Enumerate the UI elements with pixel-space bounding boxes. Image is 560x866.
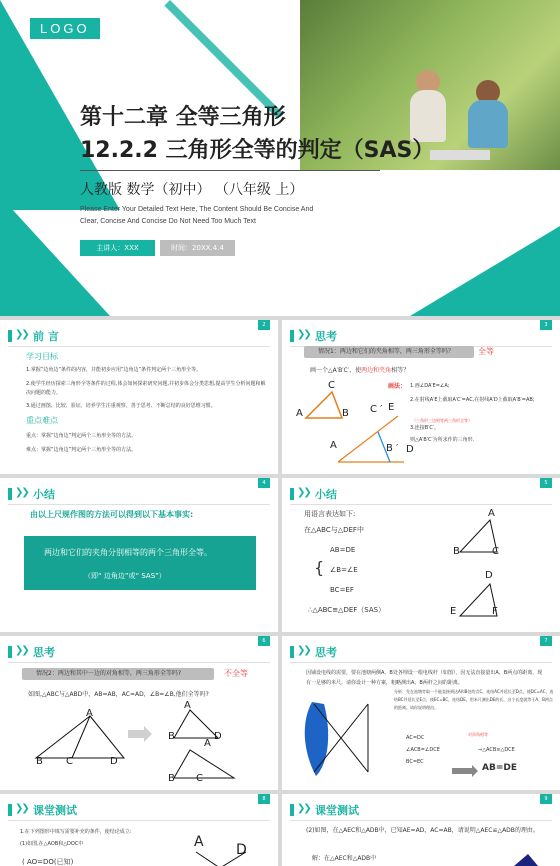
cond-2: ∠B=∠E bbox=[330, 566, 358, 574]
key-1: 重点：掌握”边角边”判定两个三角形全等的方法。 bbox=[26, 433, 137, 439]
chevron-icon: ❯❯ bbox=[297, 803, 310, 814]
point-a-prime: A bbox=[330, 440, 337, 451]
result-congruent: ⇒△ACB≌△DCE bbox=[478, 747, 515, 753]
step-2: 2.在射线A′E上截取A′C′=AC,在射线A′D上截取A′B′=AB; bbox=[410, 397, 535, 403]
header-line bbox=[8, 662, 270, 663]
slide-preface[interactable] bbox=[0, 320, 278, 474]
header-line bbox=[290, 662, 552, 663]
header-bar bbox=[8, 646, 12, 658]
pond-figure bbox=[298, 694, 378, 784]
quiz-lines bbox=[196, 852, 246, 866]
point-d: D bbox=[406, 444, 414, 455]
quiz-figure bbox=[504, 850, 544, 866]
point-e: E bbox=[388, 402, 395, 413]
quiz-figure bbox=[190, 850, 260, 866]
section-title: 12.2.2 三角形全等的判定（SAS） bbox=[80, 138, 435, 163]
goal-3: 3.通过画图、比较、验证，培养学生注重观察、善于思考、不断总结的良好思维习惯。 bbox=[26, 403, 216, 409]
header-bar bbox=[290, 488, 294, 500]
question-band: 情况2：两边和其中一边的对角相等，两三角形全等吗? bbox=[22, 668, 214, 680]
edition-text: 人教版 数学（初中） （八年级 上） bbox=[80, 182, 304, 198]
speaker-badge: 主讲人：XXX bbox=[80, 240, 155, 256]
goal-heading: 学习目标 bbox=[26, 352, 58, 361]
slide-think-3[interactable] bbox=[282, 636, 560, 790]
arrow-right-icon bbox=[144, 726, 152, 742]
triangle-abd bbox=[36, 716, 124, 758]
header-line bbox=[290, 820, 552, 821]
summary-sas: （即“ 边角边”或“ SAS”） bbox=[84, 572, 166, 580]
quiz-line-2: (1)如图,在△AOB和△DOC中 bbox=[20, 841, 84, 847]
header-bar bbox=[8, 488, 12, 500]
brace: { bbox=[314, 558, 325, 577]
point-c: C bbox=[328, 380, 335, 391]
answer-not-congruent: 不全等 bbox=[224, 669, 248, 678]
cond-2: ∠ACB=∠DCE bbox=[406, 747, 440, 753]
slide-quiz-2[interactable] bbox=[282, 794, 560, 866]
chevron-icon: ❯❯ bbox=[297, 487, 310, 498]
chevron-icon: ❯❯ bbox=[15, 803, 28, 814]
result-ab-de: AB=DE bbox=[482, 763, 517, 773]
chevron-icon: ❯❯ bbox=[15, 487, 28, 498]
goal-2: 2.使学生经历探索三角形全等条件的过程,体会如何探索研究问题,并初步体会分类思想,提高学生分析问题和解决问题的能力。 bbox=[26, 381, 266, 396]
construction-figure bbox=[292, 378, 422, 474]
step-3: 3.连接B′C′。 bbox=[410, 425, 439, 431]
point-b-right-top: B bbox=[168, 731, 175, 742]
point-a: A bbox=[194, 834, 204, 850]
point-d: D bbox=[236, 842, 247, 858]
chapter-title: 第十二章 全等三角形 bbox=[80, 105, 286, 130]
problem-text: 因铺设电线的需要，要在池塘两侧A、B处各埋设一根电线杆（如图），因无法直接量出A、B两点的距离，现有一足够的米尺。请你设计一种方案，粗略测出A、B两杆之间的距离。 bbox=[306, 670, 543, 686]
analysis-text: 分析：先在池塘旁取一个能直接到达A和B处的点C，连结AC并延长至D点，使DC=AC，连结BC并延长至E点，使EC=BC，连结DE，用米尺测出DE的长，这个长度就等于A、B两点的距离。请你说明理由。 bbox=[394, 689, 554, 710]
quiz-shape bbox=[514, 854, 538, 866]
arrow-right-icon bbox=[472, 765, 478, 777]
cond-3: BC=EC bbox=[406, 759, 424, 765]
question-band: 情况1：两边和它们的夹角相等，两三角形全等吗？ bbox=[304, 346, 474, 358]
quiz-line-1: 1.在下列图形中填写需要补充的条件，使结论成立: bbox=[20, 829, 132, 835]
summary-box bbox=[24, 536, 256, 590]
answer-congruent: 全等 bbox=[478, 347, 494, 356]
arrow-shaft bbox=[128, 730, 144, 738]
slide-title: 课堂测试 bbox=[33, 804, 77, 817]
express-line: 用语言表达如下: bbox=[304, 510, 356, 518]
summary-intro: 由以上尺规作图的方法可以得到以下基本事实: bbox=[30, 510, 194, 519]
header-bar bbox=[290, 804, 294, 816]
cond-1: AB=DE bbox=[330, 546, 356, 554]
point-d: D bbox=[110, 756, 118, 767]
point-e: E bbox=[450, 606, 457, 617]
chevron-icon: ❯❯ bbox=[297, 329, 310, 340]
page-number: 4 bbox=[258, 478, 270, 488]
quiz-question: (2)如图，在△AEC和△ADB中，已知AE=AD，AC=AB，请说明△AEC≌△ADB的理由。 bbox=[306, 827, 539, 834]
in-triangles: 在△ABC与△DEF中 bbox=[304, 526, 364, 534]
page-number: 8 bbox=[258, 794, 270, 804]
header-bar bbox=[290, 646, 294, 658]
point-b-prime: B ′ bbox=[386, 443, 399, 454]
slide-title: 课堂测试 bbox=[315, 804, 359, 817]
chevron-icon: ❯❯ bbox=[15, 645, 28, 656]
segment-ac bbox=[72, 716, 90, 758]
point-a: A bbox=[488, 508, 495, 519]
task-text: 画一个△A′B′C′，使两边和夹角相等？ bbox=[310, 367, 410, 374]
point-b: B bbox=[453, 546, 460, 557]
summary-rule: 两边和它们的夹角分别相等的两个三角形全等。 bbox=[44, 548, 212, 557]
page-number: 5 bbox=[540, 478, 552, 488]
point-a-right-bottom: A bbox=[204, 738, 211, 749]
title-rule bbox=[80, 170, 380, 171]
logo: LOGO bbox=[30, 18, 100, 39]
young-figure bbox=[468, 100, 508, 148]
time-badge: 时间：20XX.4.4 bbox=[160, 240, 235, 256]
teal-triangle-right bbox=[410, 226, 560, 316]
page-number: 7 bbox=[540, 636, 552, 646]
quiz-line-3: ( AO=DO(已知) bbox=[22, 858, 74, 866]
key-2: 难点：掌握”边角边”判定两个三角形全等的方法。 bbox=[26, 447, 137, 453]
chevron-icon: ❯❯ bbox=[297, 645, 310, 656]
goal-1: 1.掌握”边角边”条件的内容，并能初步应用”边角边”条件判定两个三角形全等。 bbox=[26, 367, 202, 373]
header-line bbox=[290, 504, 552, 505]
method-label: 画法： bbox=[388, 383, 407, 390]
point-d-right-top: D bbox=[214, 731, 222, 742]
slide-title: 小结 bbox=[33, 488, 55, 501]
header-line bbox=[8, 346, 270, 347]
question-text: 如图,△ABC与△ABD中，AB=AB，AC=AD，∠B=∠B,他们全等吗? bbox=[28, 691, 209, 698]
laptop-icon bbox=[430, 150, 490, 160]
placeholder-text: Please Enter Your Detailed Text Here, The Content Should Be Concise And Clear, Concise And Concise Do Not Need Too Much Text bbox=[80, 206, 314, 225]
point-c-right-bottom: C bbox=[196, 773, 203, 784]
slide-quiz-1[interactable] bbox=[0, 794, 278, 866]
slide-summary-1[interactable] bbox=[0, 478, 278, 632]
step-4: 则△A′B′C′为所求作的三角形. bbox=[410, 437, 475, 443]
point-b: B bbox=[342, 408, 349, 419]
point-c: C bbox=[66, 756, 73, 767]
triangle-abc-split bbox=[174, 710, 218, 738]
triangle-abc bbox=[306, 392, 342, 418]
slide-summary-2[interactable] bbox=[282, 478, 560, 632]
header-line bbox=[8, 504, 270, 505]
point-f: F bbox=[492, 606, 498, 617]
triangles-figure bbox=[457, 508, 517, 628]
triangle-abd-split bbox=[174, 750, 234, 778]
step-note: （三角形三边相等两三角形全等） bbox=[412, 418, 472, 423]
header-bar bbox=[8, 804, 12, 816]
point-a-right-top: A bbox=[184, 700, 191, 711]
cover-slide[interactable] bbox=[0, 0, 560, 316]
slide-title: 前 言 bbox=[33, 330, 59, 343]
header-bar bbox=[290, 330, 294, 342]
slide-title: 思考 bbox=[315, 646, 337, 659]
pond-shape bbox=[305, 702, 328, 776]
chevron-icon: ❯❯ bbox=[15, 329, 28, 340]
quiz-solution: 解：在△AEC和△ADB中 bbox=[312, 855, 377, 862]
step-1: 1.画∠DA′E=∠A; bbox=[410, 383, 450, 389]
ray-ae bbox=[338, 416, 398, 462]
page-number: 2 bbox=[258, 320, 270, 330]
page-number: 9 bbox=[540, 794, 552, 804]
point-a: A bbox=[296, 408, 303, 419]
slide-think-1[interactable] bbox=[282, 320, 560, 474]
slide-title: 小结 bbox=[315, 488, 337, 501]
slide-think-2[interactable] bbox=[0, 636, 278, 790]
header-line bbox=[8, 820, 270, 821]
page-number: 6 bbox=[258, 636, 270, 646]
arrow-shaft bbox=[452, 768, 472, 774]
key-heading: 重点难点 bbox=[26, 416, 58, 425]
page-number: 3 bbox=[540, 320, 552, 330]
point-b-right-bottom: B bbox=[168, 773, 175, 784]
slide-title: 思考 bbox=[33, 646, 55, 659]
point-c: C bbox=[492, 546, 499, 557]
point-c-prime: C ′ bbox=[370, 404, 383, 415]
point-d: D bbox=[485, 570, 493, 581]
slide-title: 思考 bbox=[315, 330, 337, 343]
point-a: A bbox=[86, 708, 93, 719]
header-bar bbox=[8, 330, 12, 342]
vertical-angles-note: 对顶角相等 bbox=[468, 732, 488, 737]
cond-1: AC=DC bbox=[406, 735, 425, 741]
cond-3: BC=EF bbox=[330, 586, 354, 594]
conclusion: ∴△ABC≌△DEF（SAS） bbox=[308, 606, 386, 614]
point-b: B bbox=[36, 756, 43, 767]
